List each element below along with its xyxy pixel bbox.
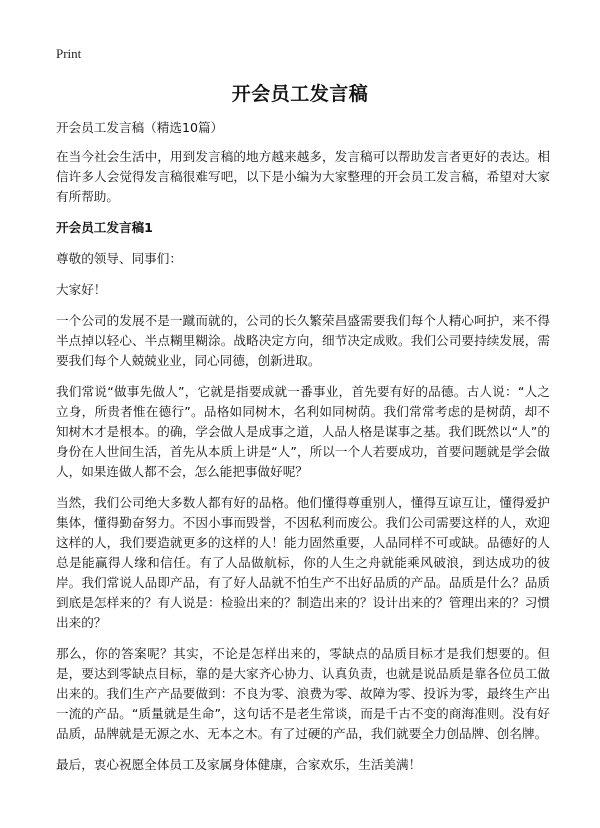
intro-paragraph: 在当今社会生活中，用到发言稿的地方越来越多，发言稿可以帮助发言者更好的表达。相信许多人会觉得发言稿很难写吧，以下是小编为大家整理的开会员工发言稿，希望对大家有所帮助。 [56, 149, 550, 204]
article-body [56, 118, 550, 786]
greeting: 大家好！ [56, 282, 107, 297]
closing-paragraph: 最后，衷心祝愿全体员工及家属身体健康，合家欢乐，生活美满！ [56, 757, 422, 772]
body-paragraph: 一个公司的发展不是一蹴而就的，公司的长久繁荣昌盛需要我们每个人精心呵护，来不得半点掉以轻心、半点糊里糊涂。战略决定方向，细节决定成败。我们公司要持续发展，需要我们每个人兢兢业业，同心同德，创新进取。 [56, 313, 550, 368]
print-link[interactable]: Print [56, 46, 82, 61]
section-heading: 开会员工发言稿1 [56, 220, 153, 235]
body-paragraph: 当然，我们公司绝大多数人都有好的品格。他们懂得尊重别人，懂得互谅互让，懂得爱护集体，懂得勤奋努力。不因小事而毁誉，不因私利而废公。我们公司需要这样的人，欢迎这样的人，我们要造就更多的这样的人！能力固然重要，人品同样不可或缺。品德好的人总是能赢得人缘和信任。有了人品做航标，你的人生之舟就能乘风破浪，到达成功的彼岸。我们常说人品即产品，有了好人品就不怕生产不出好品质的产品。品质是什么？品质到底是怎样来的？有人说是：检验出来的？制造出来的？设计出来的？管理出来的？习惯出来的？ [56, 495, 550, 630]
salutation: 尊敬的领导、同事们： [56, 251, 182, 266]
body-paragraph: 那么，你的答案呢？其实，不论是怎样出来的，零缺点的品质目标才是我们想要的。但是，要达到零缺点目标，靠的是大家齐心协力、认真负责，也就是说品质是靠各位员工做出来的。我们生产产品要做到：不良为零、浪费为零、故障为零、投诉为零，最终生产出一流的产品。“质量就是生命”，这句话不是老生常谈，而是千古不变的商海准则。没有好品质，品牌就是无源之水、无本之木。有了过硬的产品，我们就要全力创品牌、创名牌。 [56, 646, 550, 741]
body-paragraph: 我们常说“做事先做人”，它就是指要成就一番事业，首先要有好的品德。古人说：“人之立身，所贵者惟在德行”。品格如同树木，名利如同树荫。我们常常考虑的是树荫，却不知树木才是根本。的确，学会做人是成事之道，人品人格是谋事之基。我们既然以“人”的身份在人世间生活，首先从本质上讲是“人”，所以一个人若要成功，首要问题就是学会做人，如果连做人都不会，怎么能把事做好呢？ [56, 384, 550, 479]
article-subtitle: 开会员工发言稿（精选10篇） [56, 120, 224, 135]
page-title: 开会员工发言稿 [231, 83, 369, 105]
